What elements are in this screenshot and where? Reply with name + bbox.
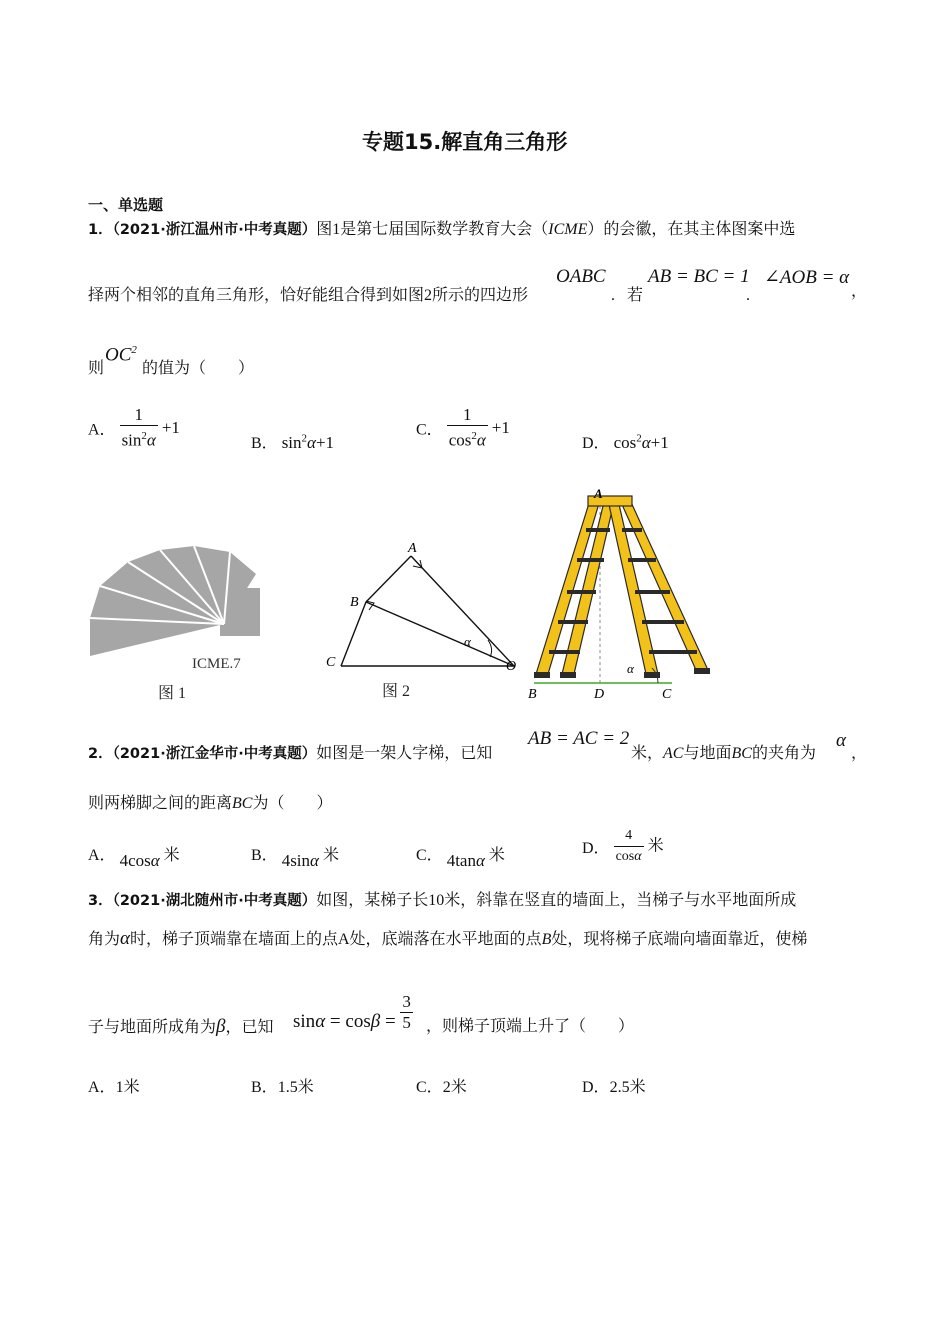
ladder-label-alpha: α (627, 661, 634, 676)
q1-comma: ， (851, 283, 868, 300)
q3-fraction: $\frac{3}{5}$ (402, 992, 411, 1032)
q3-equation: sinα = cosβ = $\frac{3}{5}$ (293, 992, 411, 1032)
q1-option-a-plus: +1 (161, 417, 180, 437)
q2-option-a-letter: A． (88, 847, 116, 864)
q3-option-b[interactable]: B．1.5米 (251, 1079, 314, 1096)
q3-line2: 角为α时，梯子顶端靠在墙面上的点A处，底端落在水平地面的点B处，现将梯子底端向墙面靠近，使梯 (88, 928, 808, 949)
q2-line1 (88, 744, 492, 764)
q1-option-b-letter: B． (251, 435, 278, 452)
q1-ze: 则 (88, 360, 105, 377)
q1-option-a-den: $\sin^2\alpha$ (121, 430, 156, 450)
q1-option-a-letter: A． (88, 421, 116, 439)
q1-line2: 择两个相邻的直角三角形，恰好能组合得到如图2所示的四边形 (88, 287, 529, 304)
q1-eq2: ∠AOB = α (764, 267, 850, 288)
q2-bc: BC (731, 745, 752, 762)
q2-option-b-expr: 4sinα (281, 851, 319, 870)
q2-option-d[interactable] (582, 826, 664, 867)
q2-comma: ， (851, 745, 868, 762)
section-heading: 一、单选题 (88, 196, 164, 214)
q1-option-d-expr: $\cos^2\alpha+1$ (613, 432, 669, 452)
fig2-caption: 图 2 (382, 683, 411, 700)
q1-ruo: 若 (627, 287, 644, 304)
q1-option-c-den: $\cos^2\alpha$ (448, 430, 486, 450)
ladder-label-c: C (662, 687, 672, 702)
q2-option-c-letter: C． (416, 847, 443, 864)
ladder-label-a: A (594, 486, 603, 501)
fig2-label-b: B (350, 595, 359, 610)
q2-option-d-letter: D． (582, 840, 610, 857)
q2-line2: 则两梯脚之间的距离BC为（ ） (88, 795, 333, 812)
q1-text1: 图1是第七届国际数学教育大会（ (316, 221, 549, 238)
q2-option-d-frac (614, 826, 644, 867)
q1-dot1: . (611, 287, 615, 304)
q1-number: 1． (88, 222, 113, 238)
figure-1-icme-logo (84, 538, 274, 708)
fig2-label-c: C (326, 655, 336, 670)
page-title: 专题15.解直角三角形 (362, 130, 568, 154)
q3-line3c: ，则梯子顶端上升了（ ） (426, 1018, 635, 1035)
q3-option-a[interactable]: A．1米 (88, 1079, 140, 1096)
q2-option-d-unit: 米 (647, 837, 664, 855)
q3-number: 3． (88, 893, 113, 909)
q3-text1: 如图，某梯子长10米，斜靠在竖直的墙面上，当梯子与水平地面所成 (316, 892, 797, 909)
fig2-label-o: O (506, 659, 517, 674)
q1-oabc: OABC (556, 266, 606, 287)
q2-option-d-den: cosα (615, 849, 642, 864)
q2-option-c-unit: 米 (488, 847, 505, 864)
fig1-caption: 图 1 (158, 685, 187, 702)
fig1-logo-text: ICME.7 (192, 656, 241, 672)
q2-ac: AC (663, 745, 684, 762)
q2-alpha: α (836, 730, 846, 751)
q1-oc-var: OC (105, 344, 132, 366)
q1-option-c-frac (447, 405, 488, 451)
q3-line1 (88, 891, 796, 911)
q2-text-a: 如图是一架人字梯，已知 (316, 745, 493, 762)
q2-number: 2． (88, 746, 113, 762)
q3-source: （2021·湖北随州市·中考真题） (112, 893, 317, 909)
q1-eq1: AB = BC = 1 (648, 266, 750, 287)
ladder-label-d: D (594, 687, 605, 702)
q1-oc (105, 344, 137, 366)
q2-option-c-expr: 4tanα (446, 851, 485, 870)
q1-option-a[interactable] (88, 405, 180, 451)
q1-icme: ICME (548, 221, 588, 238)
q2-option-d-num: 4 (614, 826, 644, 847)
q2-option-b-letter: B． (251, 847, 278, 864)
figure-ladder (522, 484, 722, 706)
q2-eq: AB = AC = 2 (528, 728, 630, 749)
q1-option-d[interactable] (582, 430, 669, 453)
q3-option-d[interactable]: D．2.5米 (582, 1079, 646, 1096)
q2-line1-rest: 米，AC与地面BC的夹角为 (631, 745, 816, 762)
q2-source: （2021·浙江金华市·中考真题） (112, 746, 317, 762)
q1-tail: 的值为（ ） (142, 360, 255, 377)
fig2-label-alpha: α (464, 634, 471, 649)
ladder-label-b: B (528, 687, 537, 702)
q1-option-d-letter: D． (582, 435, 610, 452)
q2-option-a-unit: 米 (163, 847, 180, 864)
q1-source: （2021·浙江温州市·中考真题） (112, 222, 317, 238)
q1-line1 (88, 220, 795, 240)
q2-option-b-unit: 米 (322, 847, 339, 864)
q2-option-a-expr: 4cosα (119, 851, 160, 870)
q1-option-a-num: 1 (120, 405, 158, 426)
q3-alpha: α (120, 928, 130, 949)
q1-option-a-frac (120, 405, 158, 451)
q1-option-b[interactable] (251, 430, 334, 453)
q1-option-c[interactable] (416, 405, 510, 451)
q2-option-b[interactable] (251, 842, 339, 870)
q2-option-c[interactable] (416, 842, 505, 870)
q2-option-a[interactable] (88, 842, 180, 870)
q3-option-c[interactable]: C．2米 (416, 1079, 467, 1096)
q1-option-c-plus: +1 (491, 417, 510, 437)
q1-option-b-expr: $\sin^2\alpha+1$ (281, 432, 335, 452)
q3-line3a: 子与地面所成角为β，已知 (88, 1016, 274, 1037)
q1-option-c-num: 1 (447, 405, 488, 426)
q1-option-c-letter: C． (416, 421, 443, 439)
q3-beta: β (216, 1016, 226, 1037)
fig2-label-a: A (408, 541, 417, 556)
q1-oc-sup: 2 (131, 344, 137, 356)
q1-text1b: ）的会徽，在其主体图案中选 (587, 221, 796, 238)
q1-dot2: . (746, 287, 750, 304)
figure-2-quadrilateral (318, 536, 528, 706)
